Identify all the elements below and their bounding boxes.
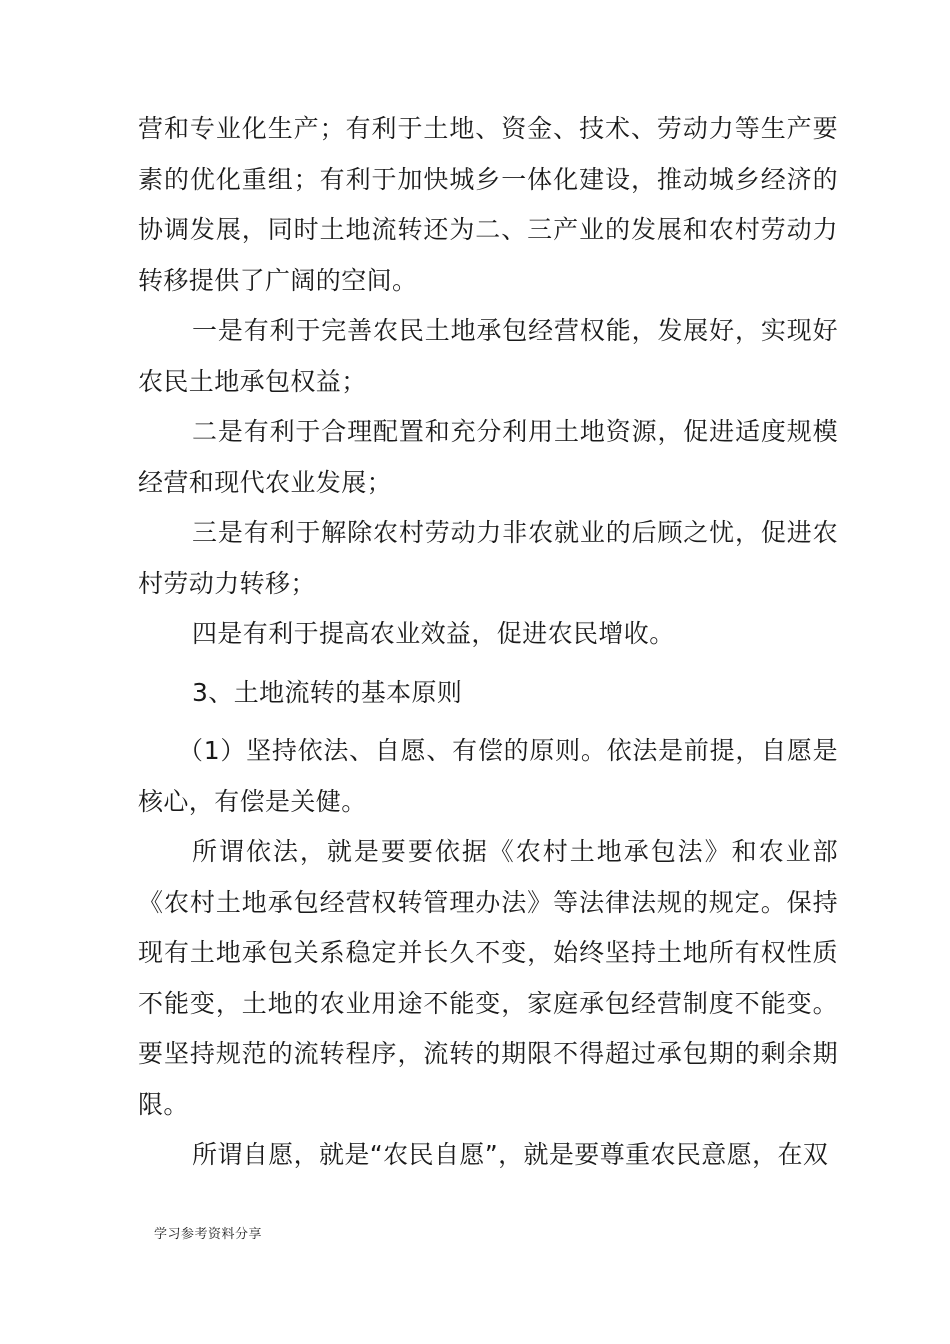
paragraph-lawful: 所谓依法，就是要要依据《农村土地承包法》和农业部《农村土地承包经营权转管理办法》等法律法规的规定。保持现有土地承包关系稳定并长久不变，始终坚持土地所有权性质不能变，土地的农业用途不能变，家庭承包经营制度不能变。要坚持规范的流转程序，流转的期限不得超过承包期的剩余期限。 xyxy=(138,837,838,1119)
paragraph-point-two: 二是有利于合理配置和充分利用土地资源，促进适度规模经营和现代农业发展； xyxy=(138,417,838,497)
paragraph-continuation: 营和专业化生产；有利于土地、资金、技术、劳动力等生产要素的优化重组；有利于加快城乡一体化建设，推动城乡经济的协调发展，同时土地流转还为二、三产业的发展和农村劳动力转移提供了广阔的空间。 xyxy=(138,114,838,295)
document-body xyxy=(138,104,838,1181)
section-heading: 3、土地流转的基本原则 xyxy=(192,677,463,707)
principle-one: （1）坚持依法、自愿、有偿的原则。依法是前提，自愿是核心，有偿是关健。 xyxy=(138,736,838,816)
paragraph-point-one: 一是有利于完善农民土地承包经营权能，发展好，实现好农民土地承包权益； xyxy=(138,316,838,396)
paragraph-voluntary: 所谓自愿，就是“农民自愿”，就是要尊重农民意愿，在双 xyxy=(192,1140,829,1169)
page-footer: 学习参考资料分享 xyxy=(154,1227,263,1242)
paragraph-point-three: 三是有利于解除农村劳动力非农就业的后顾之忧，促进农村劳动力转移； xyxy=(138,518,838,598)
paragraph-point-four: 四是有利于提高农业效益，促进农民增收。 xyxy=(192,619,675,648)
